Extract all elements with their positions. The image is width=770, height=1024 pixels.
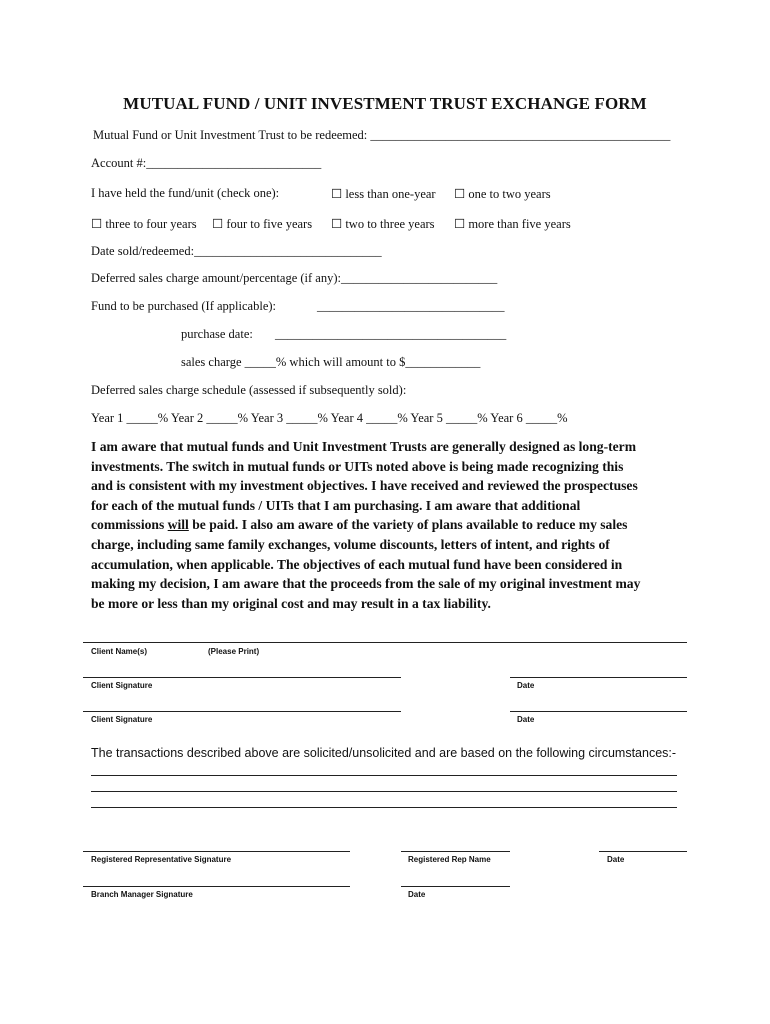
redeem-field[interactable]: Mutual Fund or Unit Investment Trust to be redeemed: ________________________________________________ (93, 128, 671, 142)
branch-manager-line[interactable] (83, 886, 350, 887)
paragraph-text: commissions (91, 517, 168, 533)
paragraph-text: be paid. I also am aware of the variety of plans available to reduce my sales (188, 517, 628, 533)
rep-name-label: Registered Rep Name (408, 855, 491, 864)
years-schedule-fields[interactable]: Year 1 _____% Year 2 _____% Year 3 _____% Year 4 _____% Year 5 _____% Year 6 _____% (91, 411, 568, 425)
client-signature-line-2[interactable] (83, 711, 401, 712)
paragraph-line: making my decision, I am aware that the proceeds from the sale of my original investment may (91, 576, 641, 592)
date-line-3[interactable] (599, 851, 687, 852)
date-label-2: Date (517, 715, 535, 724)
acknowledgement-paragraph (91, 437, 691, 613)
checkbox-less-than-one-year[interactable]: ☐ less than one-year (331, 187, 436, 201)
sales-charge-label: sales charge _____% which will amount to $ (181, 355, 406, 369)
date-label-1: Date (517, 681, 535, 690)
circumstances-line-2[interactable] (91, 791, 677, 792)
date-line-4[interactable] (401, 886, 510, 887)
fund-purchase-label: Fund to be purchased (If applicable): (91, 299, 277, 313)
paragraph-line: I am aware that mutual funds and Unit Investment Trusts are generally designed as long-term (91, 439, 637, 454)
emphasis-will: will (167, 517, 189, 533)
checkbox-one-to-two-years[interactable]: ☐ one to two years (454, 187, 551, 201)
paragraph-line: accumulation, when applicable. The objectives of each mutual fund have been considered in (91, 556, 623, 572)
client-signature-label-2: Client Signature (91, 715, 153, 724)
date-line-1[interactable] (510, 677, 687, 678)
client-signature-label-1: Client Signature (91, 681, 153, 690)
date-sold-field[interactable]: Date sold/redeemed:______________________________ (91, 244, 382, 258)
client-name-line[interactable] (83, 642, 687, 643)
account-field[interactable]: Account #:____________________________ (91, 156, 322, 170)
paragraph-line: and is consistent with my investment objectives. I have received and reviewed the prospectuses (91, 478, 638, 494)
checkbox-three-to-four-years[interactable]: ☐ three to four years (91, 217, 197, 231)
sales-charge-amount-blank[interactable]: ____________ (405, 355, 481, 369)
held-label: I have held the fund/unit (check one): (91, 186, 280, 200)
paragraph-line: for each of the mutual funds / UITs that I am purchasing. I am aware that additional (91, 497, 581, 513)
rep-name-line[interactable] (401, 851, 510, 852)
rep-signature-line[interactable] (83, 851, 350, 852)
schedule-label: Deferred sales charge schedule (assessed if subsequently sold): (91, 383, 407, 397)
date-line-2[interactable] (510, 711, 687, 712)
branch-manager-label: Branch Manager Signature (91, 890, 193, 899)
client-signature-line-1[interactable] (83, 677, 401, 678)
paragraph-line: be more or less than my original cost and may result in a tax liability. (91, 595, 491, 611)
paragraph-line (91, 515, 691, 535)
circumstances-line-3[interactable] (91, 807, 677, 808)
date-label-3: Date (607, 855, 625, 864)
paragraph-line: investments. The switch in mutual funds or UITs noted above is being made recognizing this (91, 458, 624, 474)
deferred-charge-field[interactable]: Deferred sales charge amount/percentage (if any):_________________________ (91, 271, 498, 285)
purchase-date-label: purchase date: (181, 327, 253, 341)
sales-charge-field[interactable] (181, 355, 480, 370)
transactions-label: The transactions described above are solicited/unsolicited and are based on the following circumstances:- (91, 746, 677, 760)
date-label-4: Date (408, 890, 426, 899)
checkbox-two-to-three-years[interactable]: ☐ two to three years (331, 217, 435, 231)
checkbox-four-to-five-years[interactable]: ☐ four to five years (212, 217, 313, 231)
checkbox-more-than-five-years[interactable]: ☐ more than five years (454, 217, 571, 231)
client-name-label: Client Name(s) (91, 647, 148, 656)
purchase-date-field[interactable]: _____________________________________ (275, 327, 507, 341)
rep-signature-label: Registered Representative Signature (91, 855, 232, 864)
please-print-label: (Please Print) (208, 647, 260, 656)
fund-purchase-field[interactable]: ______________________________ (317, 299, 505, 313)
circumstances-line-1[interactable] (91, 775, 677, 776)
paragraph-line: charge, including same family exchanges, volume discounts, letters of intent, and rights of (91, 536, 610, 552)
form-title: MUTUAL FUND / UNIT INVESTMENT TRUST EXCHANGE FORM (123, 94, 647, 113)
